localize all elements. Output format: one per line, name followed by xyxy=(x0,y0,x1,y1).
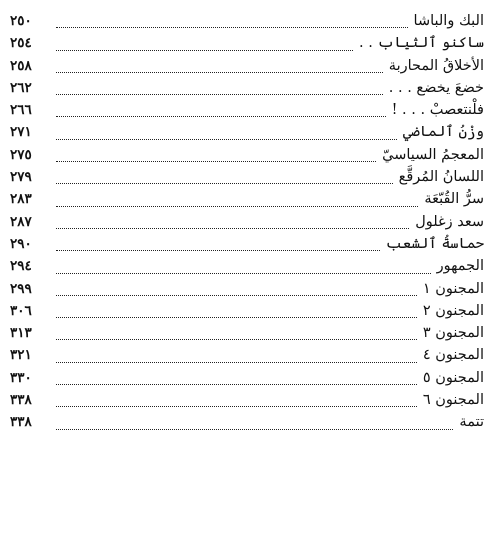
dot-leader xyxy=(56,272,431,274)
toc-entry-page: ٢٩٠ xyxy=(10,235,32,252)
toc-entry-page: ٢٥٠ xyxy=(10,13,32,29)
toc-entry-title: حماسةُ ٱلشعب xyxy=(385,235,484,252)
toc-entry xyxy=(10,188,484,210)
toc-entry-title: المجنون ٤ xyxy=(422,347,484,364)
toc-entry-page: ٢٧٥ xyxy=(10,146,32,163)
toc-entry xyxy=(10,166,484,188)
dot-leader xyxy=(56,227,409,229)
toc-entry-title: ساكنو ٱلثياب . . xyxy=(359,35,484,52)
toc-entry-title: المجنون ٦ xyxy=(422,392,484,409)
toc-entry-page: ٣٣٨ xyxy=(10,414,32,431)
dot-leader xyxy=(56,71,383,73)
dot-leader xyxy=(56,115,386,117)
toc-entry-page: ٣٠٦ xyxy=(10,302,32,319)
toc-entry-page: ٢٦٢ xyxy=(10,79,32,96)
toc-entry xyxy=(10,300,484,322)
toc-entry-page: ٣٣٨ xyxy=(10,392,32,409)
toc-entry-page: ٢٦٦ xyxy=(10,102,32,119)
dot-leader xyxy=(56,316,417,318)
toc-entry-title: وزْنُ ٱلماضي xyxy=(402,124,484,141)
dot-leader xyxy=(56,205,418,207)
toc-entry-title: اللسانُ المُرقَّع xyxy=(398,169,484,186)
dot-leader xyxy=(56,26,408,28)
toc-entry xyxy=(10,121,484,143)
toc-entry-title: البك والباشا xyxy=(413,13,484,29)
dot-leader xyxy=(56,249,380,251)
toc-entry-page: ٢٨٣ xyxy=(10,191,32,208)
toc-entry-page: ٢٩٩ xyxy=(10,280,32,297)
toc-entry xyxy=(10,389,484,411)
toc-entry-title: المجنون ٥ xyxy=(422,369,484,386)
toc-entry-title: المجنون ٣ xyxy=(422,325,484,342)
toc-entry-page: ٣٣٠ xyxy=(10,369,32,386)
toc-entry xyxy=(10,77,484,99)
dot-leader xyxy=(56,428,453,430)
toc-entry xyxy=(10,411,484,433)
table-of-contents xyxy=(10,10,484,434)
dot-leader xyxy=(56,93,383,95)
toc-entry-title: فلْنتعصبْ . . . ! xyxy=(391,102,484,119)
toc-entry xyxy=(10,99,484,121)
toc-entry xyxy=(10,10,484,32)
toc-entry-page: ٢٥٤ xyxy=(10,35,32,52)
toc-entry-page: ٢٧٩ xyxy=(10,169,32,186)
toc-entry xyxy=(10,144,484,166)
toc-entry-page: ٢٥٨ xyxy=(10,57,32,74)
toc-entry-title: سرُّ القُبّعَة xyxy=(424,191,484,208)
dot-leader xyxy=(56,383,417,385)
toc-entry xyxy=(10,278,484,300)
toc-entry-page: ٢٩٤ xyxy=(10,258,32,275)
dot-leader xyxy=(56,405,417,407)
toc-entry-title: الجمهور xyxy=(436,258,484,275)
toc-entry xyxy=(10,367,484,389)
toc-entry-title: المجنون ١ xyxy=(422,280,484,297)
dot-leader xyxy=(56,49,353,51)
toc-entry-title: المعجمُ السياسيّ xyxy=(382,146,484,163)
toc-entry xyxy=(10,233,484,255)
toc-entry xyxy=(10,255,484,277)
dot-leader xyxy=(56,338,417,340)
toc-entry-title: المجنون ٢ xyxy=(422,302,484,319)
toc-entry xyxy=(10,344,484,366)
toc-entry xyxy=(10,322,484,344)
toc-entry xyxy=(10,55,484,77)
toc-entry-title: سعد زغلول xyxy=(415,213,484,230)
toc-entry-title: تتمة xyxy=(459,414,484,431)
toc-entry-title: الأخلاقُ المحاربة xyxy=(388,57,484,74)
toc-entry-page: ٢٨٧ xyxy=(10,213,32,230)
dot-leader xyxy=(56,182,393,184)
toc-entry-title: خضعَ يخضع . . . xyxy=(388,79,484,96)
dot-leader xyxy=(56,361,417,363)
toc-entry-page: ٣٢١ xyxy=(10,347,32,364)
dot-leader xyxy=(56,138,397,140)
toc-entry xyxy=(10,211,484,233)
toc-entry xyxy=(10,32,484,54)
dot-leader xyxy=(56,160,376,162)
toc-entry-page: ٢٧١ xyxy=(10,124,32,141)
dot-leader xyxy=(56,294,417,296)
toc-entry-page: ٣١٣ xyxy=(10,325,32,342)
